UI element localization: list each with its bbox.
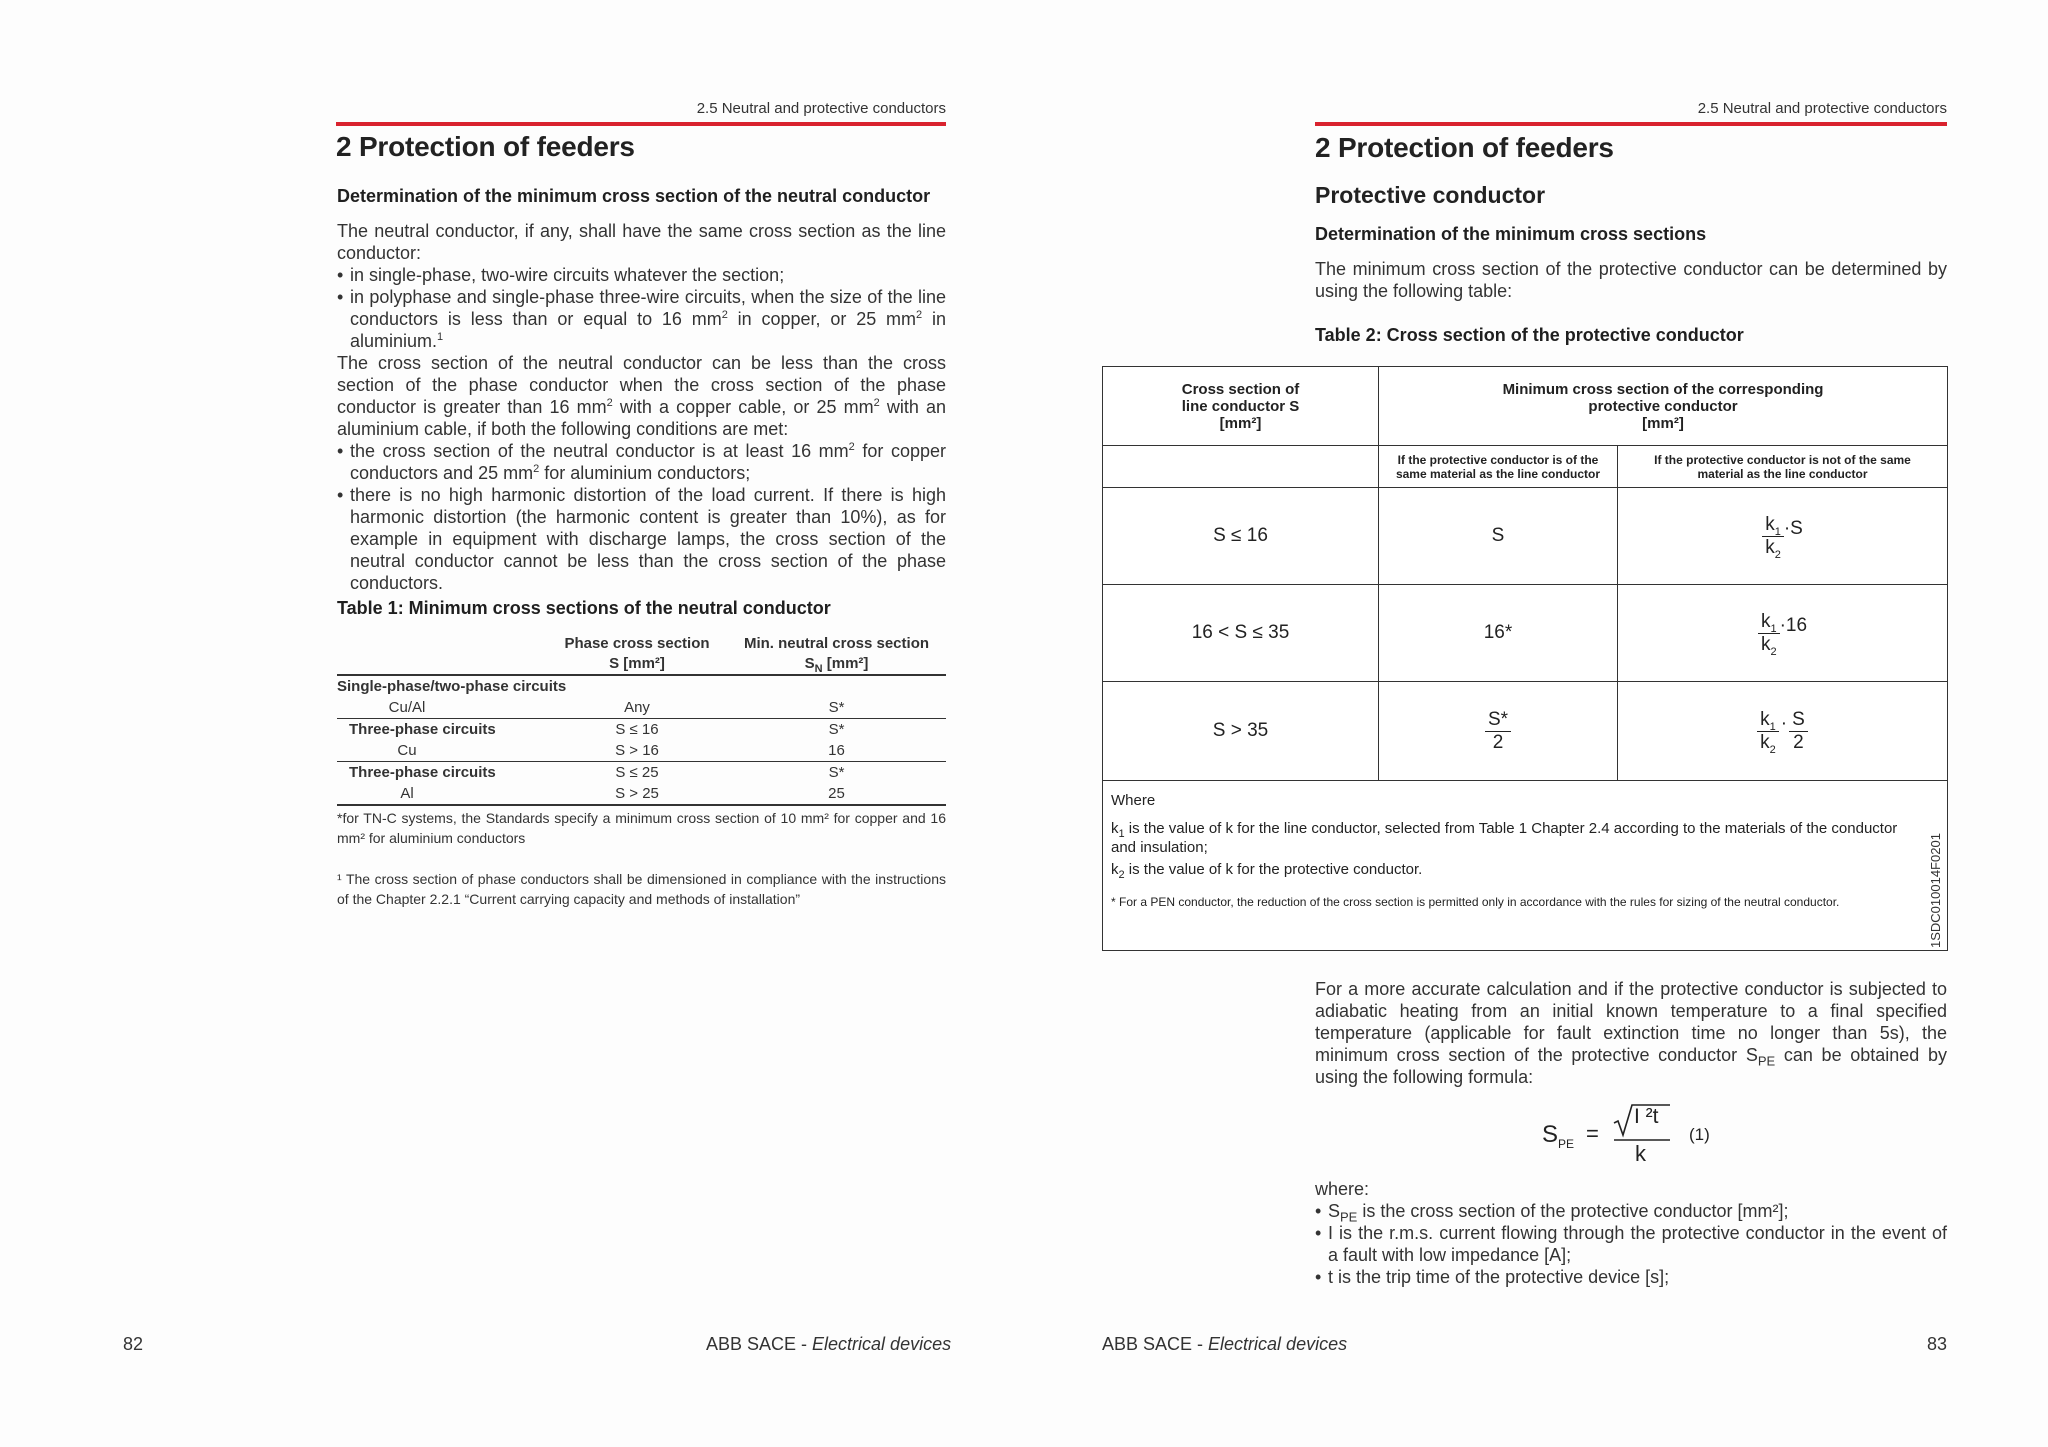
section-title: Determination of the minimum cross section of the neutral conductor	[337, 186, 931, 206]
definition-text: is the value of k for the line conductor, selected from Table 1 Chapter 2.4 according to the materials of the conductor and insulation;	[1111, 820, 1898, 856]
row2-line-section: 16 < S ≤ 35	[1191, 622, 1290, 643]
group-label: Three-phase circuits	[337, 762, 547, 784]
k-ratio	[1758, 611, 1780, 656]
table2-title: Table 2: Cross section of the protective conductor	[1315, 325, 1744, 345]
neutral-cell: 25	[727, 783, 946, 805]
material-cell: Cu/Al	[388, 699, 426, 716]
subscript: 2	[1118, 869, 1125, 881]
header-rule	[336, 122, 946, 126]
section-title: Protective conductor	[1315, 182, 1546, 208]
formula-1	[1542, 1103, 1782, 1167]
s-half	[1789, 709, 1808, 754]
bullet-text: S	[1328, 1201, 1341, 1221]
k-ratio	[1757, 709, 1779, 754]
neutral-cell: S*	[828, 699, 845, 716]
fraction-numerator: S	[1789, 709, 1808, 732]
table1-header-row	[337, 634, 946, 675]
where-item-time	[1315, 1266, 1947, 1288]
superscript: 2	[721, 309, 728, 321]
paragraph-text: The cross section of the neutral conductor can be less than the cross section of the phase conductor when the cross section of the phase conductor is greater than 16 mm	[337, 353, 946, 417]
header-text: Minimum cross section of the corresponding	[1502, 380, 1824, 398]
page-number: 82	[123, 1334, 144, 1354]
formula-denominator: k	[1635, 1141, 1646, 1166]
formula-label: (1)	[1689, 1125, 1710, 1144]
neutral-cell: 16	[828, 742, 845, 759]
phase-cell: S ≤ 16	[547, 719, 727, 741]
fraction-denominator	[1760, 732, 1776, 754]
table-row	[337, 783, 946, 805]
superscript: 2	[606, 397, 613, 409]
neutral-text	[337, 220, 946, 594]
subsection-title: Determination of the minimum cross sections	[1315, 224, 1707, 244]
row1-different-material	[1618, 488, 1947, 584]
phase-cell: Any	[624, 699, 650, 716]
row2-different-material	[1618, 585, 1947, 681]
table2	[1102, 366, 1948, 951]
fraction-numerator	[1762, 514, 1784, 537]
footer-title: Electrical devices	[1208, 1334, 1348, 1354]
intro-paragraph: The minimum cross section of the protective conductor can be determined by using the following table:	[1315, 259, 1947, 301]
bullet-text: for copper conductors and 25 mm	[350, 441, 947, 483]
row1-same-material: S	[1491, 525, 1505, 546]
bullet-text: in aluminium.	[350, 309, 947, 351]
subscript: 1	[1774, 525, 1781, 538]
bullet-text: I is the r.m.s. current flowing through the protective conductor in the event of a fault with low impedance [A];	[1328, 1223, 1947, 1265]
row3-line-section: S > 35	[1212, 720, 1269, 741]
fraction-denominator: 2	[1492, 731, 1504, 753]
table2-subheader-same: If the protective conductor is of the same material as the line conductor	[1395, 452, 1601, 481]
fraction-numerator: S*	[1485, 709, 1511, 732]
header-text: S	[804, 655, 815, 672]
neutral-cell: S*	[727, 719, 946, 741]
footnote-marker: 1	[437, 331, 444, 343]
fraction-numerator	[1757, 709, 1779, 732]
row2-same-material: 16*	[1483, 622, 1513, 643]
superscript: 2	[916, 309, 923, 321]
paragraph-text: with an aluminium cable, if both the following conditions are met:	[337, 397, 946, 439]
table2-header-line-section	[1103, 367, 1378, 445]
intro-paragraph: The neutral conductor, if any, shall have the same cross section as the line conductor:	[337, 221, 946, 263]
row3-different-material	[1618, 682, 1947, 780]
equals-sign: =	[1586, 1121, 1599, 1146]
fraction-denominator	[1765, 537, 1781, 559]
table-divider	[1103, 780, 1947, 781]
header-text: protective conductor	[1588, 397, 1738, 415]
paragraph-text: with a copper cable, or 25 mm	[612, 397, 874, 417]
where-item-current	[1315, 1222, 1947, 1266]
multiplier: ·S	[1783, 518, 1803, 539]
subscript: 1	[1769, 720, 1776, 733]
footer-title: Electrical devices	[812, 1334, 952, 1354]
dot: ·	[1780, 713, 1788, 734]
header-text: [mm²]	[1642, 414, 1684, 432]
where-item-spe	[1315, 1200, 1947, 1225]
superscript: 2	[873, 397, 880, 409]
table2-subheader-different: If the protective conductor is not of the same material as the line conductor	[1654, 452, 1911, 481]
footnote-1: ¹ The cross section of phase conductors shall be dimensioned in compliance with the instructions of the Chapter 2.2.1 “Current carrying capacity and methods of installation”	[337, 871, 946, 907]
right-page	[1024, 0, 2048, 1447]
subscript: 2	[1769, 743, 1776, 756]
table-row	[337, 697, 946, 719]
subscript: PE	[1757, 1053, 1776, 1069]
pen-note: * For a PEN conductor, the reduction of the cross section is permitted only in accordance with the rules for sizing of the neutral conductor.	[1111, 895, 1840, 909]
conditions-paragraph	[337, 352, 946, 440]
bullet-text: in copper, or 25 mm	[727, 309, 917, 329]
subscript: N	[814, 663, 823, 675]
group-label: Single-phase/two-phase circuits	[337, 675, 946, 697]
bullet-neutral-min	[337, 440, 946, 484]
formula-intro	[1315, 978, 1947, 1088]
fraction-numerator	[1758, 611, 1780, 634]
header-text: S [mm²]	[609, 655, 665, 672]
s-half	[1485, 709, 1511, 754]
figure-code: 1SDC010014F0201	[1928, 833, 1943, 948]
table1-col-phase	[547, 634, 727, 675]
paragraph-text: For a more accurate calculation and if the protective conductor is subjected to adiabatic heating from an initial known temperature to a final specified temperature (applicable for fault extinction time no longer than 5s), the minimum cross section of the protective conductor S	[1315, 979, 1947, 1065]
paragraph-text: can be obtained by using the following formula:	[1315, 1045, 1947, 1087]
page-number: 83	[1926, 1334, 1947, 1354]
header-text: Cross section of	[1181, 380, 1300, 398]
running-header: 2.5 Neutral and protective conductors	[696, 100, 946, 117]
chapter-title: 2 Protection of feeders	[1315, 132, 1614, 163]
header-rule	[1315, 122, 1947, 126]
header-text: [mm²]	[822, 655, 869, 672]
row3-same-material	[1379, 682, 1617, 780]
bullet-harmonic	[337, 484, 946, 594]
bullet-text: the cross section of the neutral conductor is at least 16 mm	[350, 441, 849, 461]
header-text: [mm²]	[1219, 414, 1262, 432]
header-text: Phase cross section	[564, 635, 710, 652]
phase-cell: S > 16	[615, 742, 659, 759]
bullet-text: t is the trip time of the protective device [s];	[1328, 1267, 1670, 1287]
row1-line-section: S ≤ 16	[1213, 525, 1268, 546]
subscript: 2	[1774, 548, 1781, 561]
table-row	[337, 675, 946, 697]
table1-col-neutral	[727, 634, 946, 675]
header-text-block	[1182, 381, 1300, 432]
running-header: 2.5 Neutral and protective conductors	[1697, 100, 1947, 117]
k2-definition: $k_2$ is the value of k for the protective conductor.	[1111, 861, 1423, 881]
k-ratio	[1762, 514, 1784, 559]
table1-star-note: *for TN-C systems, the Standards specify a minimum cross section of 10 mm² for copper and 16 mm² for aluminium conductors	[337, 810, 946, 846]
fraction-denominator	[1761, 634, 1777, 656]
footer-brand: ABB SACE -	[1102, 1334, 1209, 1354]
bullet-text: for aluminium conductors;	[539, 463, 751, 483]
subscript: 1	[1770, 622, 1777, 635]
header-text: Min. neutral cross section	[743, 635, 930, 652]
formula-symbol: S	[1542, 1121, 1559, 1148]
page-footer	[706, 1334, 951, 1355]
fraction-denominator: 2	[1793, 731, 1804, 753]
k-symbol: k	[1760, 731, 1770, 753]
table1	[337, 634, 946, 806]
subscript: PE	[1340, 1209, 1358, 1225]
formula-lhs	[1542, 1121, 1574, 1151]
subscript: PE	[1558, 1136, 1575, 1151]
phase-cell: S ≤ 25	[547, 762, 727, 784]
subscript: 1	[1118, 828, 1125, 840]
bullet-text: in polyphase and single-phase three-wire circuits, when the size of the line conductors is less than or equal to 16 mm	[350, 287, 946, 329]
bullet-single-phase	[337, 264, 946, 286]
k-symbol: k	[1765, 513, 1775, 535]
table1-title: Table 1: Minimum cross sections of the neutral conductor	[337, 598, 831, 618]
bullet-text: there is no high harmonic distortion of the load current. If there is high harmonic distortion (the harmonic content is greater than 10%), as for example in equipment with discharge lamps, the cross section of the neutral conductor cannot be less than the cross section of the phase conductors.	[350, 485, 946, 593]
chapter-title: 2 Protection of feeders	[336, 131, 635, 162]
bullet-text: is the cross section of the protective conductor [mm²];	[1357, 1201, 1789, 1221]
k-symbol: k	[1760, 633, 1771, 655]
material-cell: Cu	[397, 742, 417, 759]
superscript: 2	[848, 441, 855, 453]
subscript: 2	[1770, 645, 1777, 658]
k1-definition: $k_1$ is the value of k for the line conductor, selected from Table 1 Chapter 2.4 according to the materials of the conductor and insulation;	[1111, 820, 1898, 856]
bullet-text: in single-phase, two-wire circuits whatever the section;	[350, 265, 785, 285]
k-symbol: k	[1765, 536, 1775, 558]
header-text: line conductor S	[1181, 397, 1300, 415]
definition-text: is the value of k for the protective conductor.	[1124, 861, 1423, 878]
table-row	[337, 719, 946, 741]
formula-numerator: I ²t	[1634, 1105, 1659, 1128]
table2-header-protective	[1379, 367, 1947, 445]
page-footer	[1102, 1334, 1347, 1355]
phase-cell: S > 25	[547, 783, 727, 805]
table-row	[337, 740, 946, 762]
superscript: 2	[533, 463, 540, 475]
group-label: Three-phase circuits	[337, 719, 547, 741]
k-symbol: k	[1760, 610, 1771, 632]
footer-brand: ABB SACE -	[706, 1334, 813, 1354]
bullet-polyphase	[337, 286, 946, 352]
multiplier: ·16	[1779, 615, 1808, 636]
where-label: where:	[1315, 1179, 1370, 1199]
material-cell: Al	[337, 783, 547, 805]
where-list	[1315, 1178, 1947, 1288]
header-text-block	[1503, 381, 1824, 432]
where-label: Where	[1111, 792, 1156, 809]
table-row	[337, 762, 946, 784]
neutral-cell: S*	[727, 762, 946, 784]
k-symbol: k	[1760, 708, 1770, 730]
